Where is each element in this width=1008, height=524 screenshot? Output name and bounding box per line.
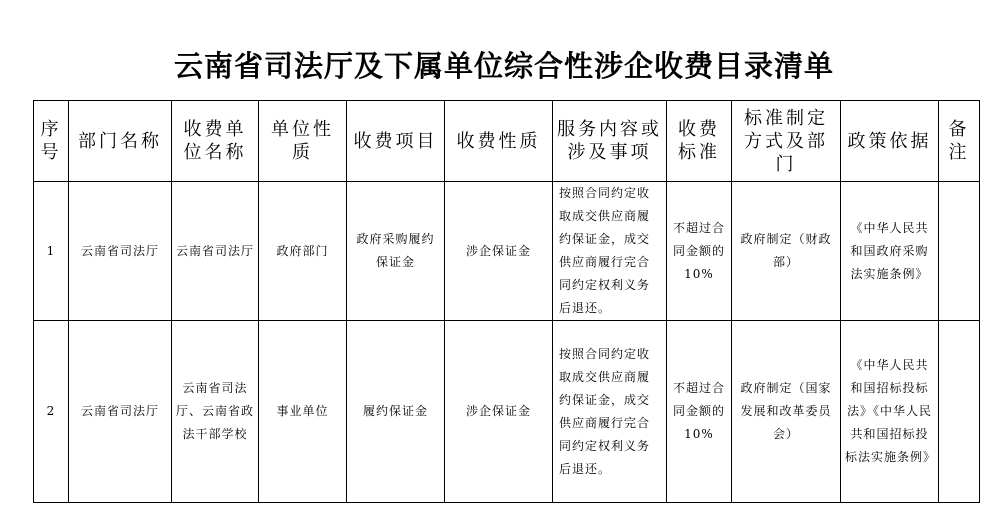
cell-dept: 云南省司法厅: [69, 182, 172, 321]
header-nature: 收费性质: [445, 101, 553, 182]
fee-catalog-table: [33, 100, 980, 503]
header-basis: 政策依据: [841, 101, 939, 182]
cell-remark: [939, 182, 980, 321]
cell-basis: 《中华人民共和国招标投标法》《中华人民共和国招标投标法实施条例》: [841, 321, 939, 503]
header-method: 标准制定方式及部门: [732, 101, 841, 182]
table-row: [34, 182, 980, 321]
header-item: 收费项目: [347, 101, 445, 182]
cell-nature: 涉企保证金: [445, 182, 553, 321]
header-dept: 部门名称: [69, 101, 172, 182]
cell-basis: 《中华人民共和国政府采购法实施条例》: [841, 182, 939, 321]
cell-seq: 1: [34, 182, 69, 321]
cell-item: 履约保证金: [347, 321, 445, 503]
header-seq: 序号: [34, 101, 69, 182]
cell-service: 按照合同约定收取成交供应商履约保证金，成交供应商履行完合同约定权利义务后退还。: [553, 182, 667, 321]
header-service: 服务内容或涉及事项: [553, 101, 667, 182]
table-header-row: [34, 101, 980, 182]
cell-item: 政府采购履约保证金: [347, 182, 445, 321]
cell-unit: 云南省司法厅: [172, 182, 259, 321]
cell-service: 按照合同约定收取成交供应商履约保证金，成交供应商履行完合同约定权利义务后退还。: [553, 321, 667, 503]
header-standard: 收费标准: [667, 101, 732, 182]
cell-method: 政府制定（国家发展和改革委员会）: [732, 321, 841, 503]
cell-method: 政府制定（财政部）: [732, 182, 841, 321]
document-title: 云南省司法厅及下属单位综合性涉企收费目录清单: [173, 49, 834, 83]
cell-seq: 2: [34, 321, 69, 503]
cell-remark: [939, 321, 980, 503]
header-unit-type: 单位性质: [259, 101, 347, 182]
cell-unit-type: 政府部门: [259, 182, 347, 321]
cell-unit-type: 事业单位: [259, 321, 347, 503]
cell-nature: 涉企保证金: [445, 321, 553, 503]
table-row: [34, 321, 980, 503]
cell-standard: 不超过合同金额的10%: [667, 321, 732, 503]
cell-unit: 云南省司法厅、云南省政法干部学校: [172, 321, 259, 503]
cell-standard: 不超过合同金额的10%: [667, 182, 732, 321]
header-unit: 收费单位名称: [172, 101, 259, 182]
header-remark: 备注: [939, 101, 980, 182]
cell-dept: 云南省司法厅: [69, 321, 172, 503]
